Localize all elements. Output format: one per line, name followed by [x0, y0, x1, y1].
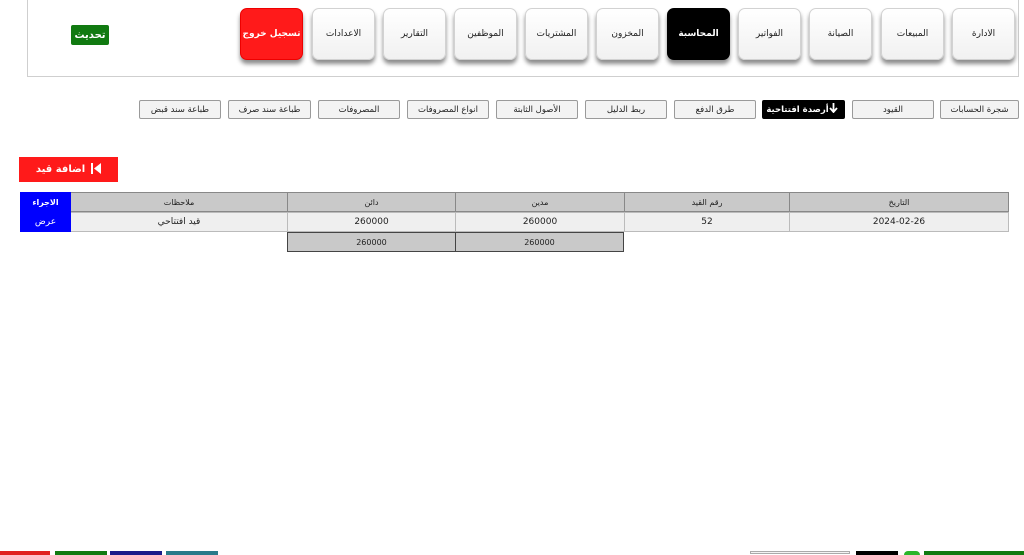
nav-item-sales[interactable]: المبيعات — [881, 8, 944, 60]
nav-item-accounting[interactable]: المحاسبة — [667, 8, 730, 60]
subnav-print-payment-voucher[interactable]: طباعة سند صرف — [228, 100, 311, 119]
main-nav-panel — [27, 0, 1019, 77]
nav-item-invoices[interactable]: الفواتير — [738, 8, 801, 60]
cell-entry-no: 52 — [624, 212, 790, 232]
subnav-payment-methods[interactable]: طرق الدفع — [674, 100, 756, 119]
cell-notes: قيد افتتاحي — [70, 212, 288, 232]
skip-back-icon — [91, 163, 101, 177]
header-notes: ملاحظات — [70, 192, 288, 212]
subnav-expenses[interactable]: المصروفات — [318, 100, 400, 119]
subnav-guide-link[interactable]: ربط الدليل — [585, 100, 667, 119]
taskbar-input[interactable] — [750, 551, 850, 554]
opening-balances-label: أرصدة افتتاحية — [766, 104, 829, 115]
taskbar-item-green[interactable] — [55, 551, 107, 555]
taskbar-item-black[interactable] — [856, 551, 898, 555]
status-dot-icon — [904, 551, 920, 555]
nav-item-reports[interactable]: التقارير — [383, 8, 446, 60]
add-entry-button[interactable] — [19, 157, 118, 182]
subnav-expense-types[interactable]: انواع المصروفات — [407, 100, 489, 119]
nav-item-maintenance[interactable]: الصيانة — [809, 8, 872, 60]
nav-item-purchases[interactable]: المشتريات — [525, 8, 588, 60]
header-debit: مدين — [455, 192, 625, 212]
nav-item-inventory[interactable]: المخزون — [596, 8, 659, 60]
subnav-chart-of-accounts[interactable]: شجرة الحسابات — [940, 100, 1019, 119]
header-entry-no: رقم القيد — [624, 192, 790, 212]
taskbar-item-status — [924, 551, 1024, 555]
logout-button[interactable]: تسجيل خروج — [240, 8, 303, 60]
header-date: التاريخ — [789, 192, 1009, 212]
subnav-print-receipt-voucher[interactable]: طباعة سند قبض — [139, 100, 221, 119]
nav-item-settings[interactable]: الاعدادات — [312, 8, 375, 60]
taskbar-item-red[interactable] — [0, 551, 50, 555]
subnav-opening-balances[interactable] — [762, 100, 845, 119]
arrow-down-icon — [829, 103, 838, 116]
subnav-fixed-assets[interactable]: الأصول الثابتة — [496, 100, 578, 119]
header-action: الاجراء — [20, 192, 71, 212]
taskbar-item-teal[interactable] — [166, 551, 218, 555]
total-debit: 260000 — [455, 232, 624, 252]
nav-item-admin[interactable]: الادارة — [952, 8, 1015, 60]
add-entry-label: اضافة قيد — [35, 164, 86, 175]
cell-debit: 260000 — [455, 212, 625, 232]
nav-item-employees[interactable]: الموظفين — [454, 8, 517, 60]
header-credit: دائن — [287, 192, 456, 212]
view-button[interactable]: عرض — [20, 212, 71, 232]
refresh-button[interactable]: تحديث — [71, 25, 109, 45]
total-credit: 260000 — [287, 232, 456, 252]
cell-date: 2024-02-26 — [789, 212, 1009, 232]
cell-credit: 260000 — [287, 212, 456, 232]
subnav-entries[interactable]: القيود — [852, 100, 934, 119]
taskbar-item-navy[interactable] — [110, 551, 162, 555]
